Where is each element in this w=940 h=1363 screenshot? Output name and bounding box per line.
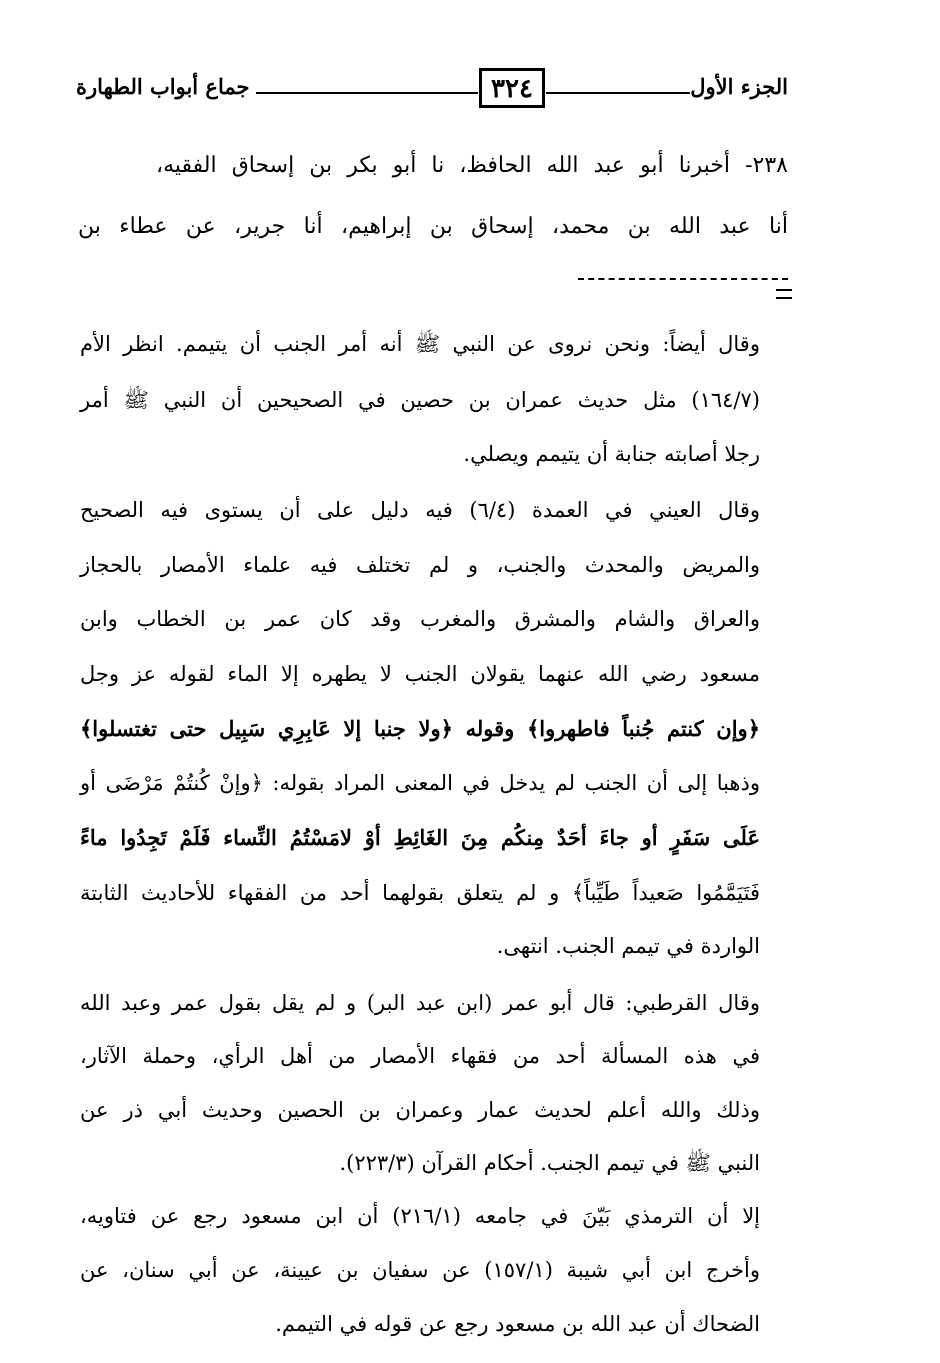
main-text-line: أنا عبد الله بن محمد، إسحاق بن إبراهيم، أنا جرير، عن عطاء بن bbox=[78, 214, 788, 239]
header-rule-right bbox=[546, 92, 690, 94]
header-rule-left bbox=[256, 92, 478, 94]
footnote-line: رجلا أصابته جنابة أن يتيمم ويصلي. bbox=[463, 442, 760, 466]
footnote-line: وذلك والله أعلم لحديث عمار وعمران بن الحصين وحديث أبي ذر عن bbox=[80, 1098, 760, 1122]
chapter-title: جماع أبواب الطهارة bbox=[76, 74, 250, 99]
main-text-line: ٢٣٨- أخبرنا أبو عبد الله الحافظ، نا أبو بكر بن إسحاق الفقيه، bbox=[156, 153, 788, 178]
footnote-line: إلا أن الترمذي بَيّنَ في جامعه (٢١٦/١) أن ابن مسعود رجع عن فتاويه، bbox=[80, 1204, 761, 1228]
footnote-line: فَتَيَمَّمُوا صَعيداً طَيِّباً﴾ و لم يتعلق بقولهما أحد من الفقهاء للأحاديث الثابتة bbox=[80, 881, 760, 905]
running-header bbox=[76, 68, 788, 112]
page-number: ٣٢٤ bbox=[479, 68, 545, 108]
footnote-line: وذهبا إلى أن الجنب لم يدخل في المعنى المراد بقوله: ﴿وإنْ كُنتُمْ مَرْضَى أو bbox=[80, 771, 760, 795]
footnote-line: وقال القرطبي: قال أبو عمر (ابن عبد البر) و لم يقل بقول عمر وعبد الله bbox=[80, 991, 760, 1015]
volume-title: الجزء الأول bbox=[690, 74, 788, 99]
footnote-line: عَلَى سَفَرٍ أو جاءَ أحَدٌ مِنكُم مِنَ الغَائِطِ أوْ لامَسْتُمُ النِّساء فَلَمْ تَجِدُوا ماءً bbox=[80, 825, 760, 850]
footnote-line: وقال أيضاً: ونحن نروى عن النبي ﷺ أنه أمر الجنب أن يتيمم. انظر الأم bbox=[80, 332, 760, 356]
footnote-line: الضحاك أن عبد الله بن مسعود رجع عن قوله في التيمم. bbox=[275, 1312, 760, 1336]
footnote-line: والمريض والمحدث والجنب، و لم تختلف فيه علماء الأمصار بالحجاز bbox=[80, 553, 760, 577]
footnote-line: مسعود رضي الله عنهما يقولان الجنب لا يطهره إلا الماء لقوله عز وجل bbox=[80, 662, 760, 686]
continuation-mark bbox=[776, 289, 792, 299]
footnote-line: النبي ﷺ في تيمم الجنب. أحكام القرآن (٢٢٣/٣). bbox=[339, 1151, 760, 1175]
footnote-line: وقال العيني في العمدة (٦/٤) فيه دليل على أن يستوى فيه الصحيح bbox=[80, 498, 761, 522]
footnote-separator bbox=[578, 278, 788, 280]
footnote-line: وأخرج ابن أبي شيبة (١٥٧/١) عن سفيان بن عيينة، عن أبي سنان، عن bbox=[80, 1258, 760, 1282]
footnote-line: الواردة في تيمم الجنب. انتهى. bbox=[496, 934, 760, 958]
footnote-line: (١٦٤/٧) مثل حديث عمران بن حصين في الصحيحين أن النبي ﷺ أمر bbox=[80, 388, 760, 412]
footnote-line: في هذه المسألة أحد من فقهاء الأمصار من أهل الرأي، وحملة الآثار، bbox=[80, 1044, 761, 1068]
footnote-line: ﴿وإن كنتم جُنباً فاطهروا﴾ وقوله ﴿ولا جنبا إلا عَابِرِي سَبِيل حتى تغتسلوا﴾ bbox=[80, 716, 760, 741]
footnote-line: والعراق والشام والمشرق والمغرب وقد كان عمر بن الخطاب وابن bbox=[80, 607, 760, 631]
